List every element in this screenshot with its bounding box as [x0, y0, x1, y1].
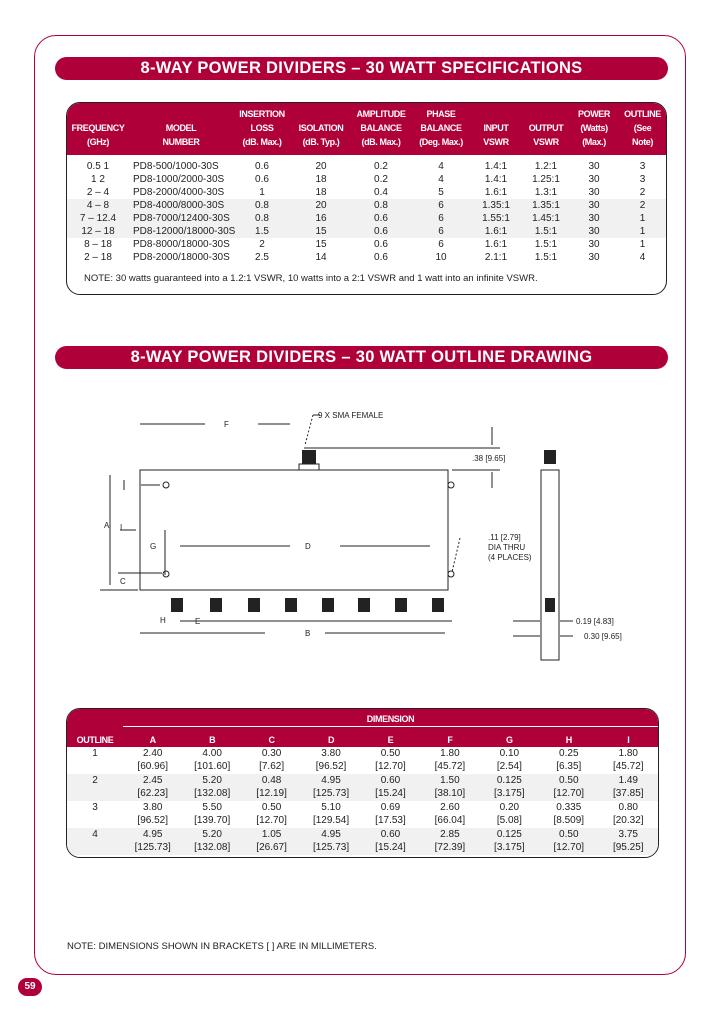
- table-cell: 2: [259, 239, 265, 250]
- dimension-inches: 2.40: [142, 747, 163, 759]
- table-cell: 1.35:1: [521, 199, 571, 212]
- dimension-mm: [62.23]: [123, 787, 182, 801]
- dimension-inches: 4.00: [202, 747, 222, 759]
- dimension-mm: [3.175]: [480, 841, 539, 855]
- column-header: (dB. Max.): [233, 135, 291, 155]
- dimension-mm: [96.52]: [137, 815, 169, 826]
- dimension-column-header: G: [480, 727, 539, 747]
- table-row: [67, 828, 658, 842]
- dimension-inches: 0.25: [559, 747, 579, 759]
- dimension-mm: [5.08]: [496, 815, 522, 826]
- column-header: OUTPUT: [521, 121, 571, 135]
- dimension-inches: 2.45: [123, 774, 182, 788]
- table-cell: 1.35:1: [471, 199, 521, 212]
- drawing-title: 8-WAY POWER DIVIDERS – 30 WATT OUTLINE DRAWING: [55, 346, 668, 369]
- sma-connector-output: [432, 598, 444, 612]
- dimension-mm: [15.24]: [361, 787, 420, 801]
- table-cell: 1.6:1: [484, 187, 508, 198]
- dimension-mm: [38.10]: [420, 787, 479, 801]
- table-cell: 1.3:1: [534, 187, 558, 198]
- dimension-column-header: H: [539, 727, 598, 747]
- spec-note: NOTE: 30 watts guaranteed into a 1.2:1 VSWR, 10 watts into a 2:1 VSWR and 1 watt into an infinite VSWR.: [84, 273, 538, 284]
- footer-note: NOTE: DIMENSIONS SHOWN IN BRACKETS [ ] ARE IN MILLIMETERS.: [67, 941, 377, 952]
- outline-number: 1: [92, 747, 98, 759]
- table-cell: PD8-500/1000-30S: [133, 161, 219, 172]
- dimension-inches: 0.50: [539, 828, 598, 842]
- table-cell: 30: [571, 212, 617, 225]
- dimension-inches: 0.20: [499, 801, 520, 813]
- dimension-column-header: A: [123, 727, 182, 747]
- dimension-column-header: C: [242, 727, 301, 747]
- dimension-inches: 1.49: [599, 774, 659, 788]
- table-cell: 1.5:1: [534, 239, 558, 250]
- table-cell: 1.5:1: [521, 225, 571, 238]
- dimension-table-body: [67, 747, 658, 855]
- table-cell: 18: [315, 187, 327, 198]
- table-cell: 3: [639, 174, 646, 185]
- column-header: MODEL: [129, 121, 233, 135]
- table-cell: 30: [588, 174, 600, 185]
- dim-D: D: [305, 542, 311, 551]
- dimension-mm: [3.175]: [480, 787, 539, 801]
- dimension-mm: [8.509]: [553, 815, 585, 826]
- sma-connector-output: [248, 598, 260, 612]
- column-header: POWER: [571, 103, 617, 121]
- dim-H: H: [160, 616, 166, 625]
- sma-connector-output: [395, 598, 407, 612]
- table-cell: 6: [438, 239, 444, 250]
- column-header: (GHz): [67, 135, 129, 155]
- dimension-inches: 4.95: [301, 828, 360, 842]
- column-header: LOSS: [233, 121, 291, 135]
- table-cell: 1: [617, 225, 667, 238]
- dimension-inches: 0.50: [539, 774, 598, 788]
- dimension-inches: 1.80: [618, 747, 638, 759]
- dimension-mm: [37.85]: [599, 787, 659, 801]
- dimension-inches: 0.30: [261, 747, 282, 759]
- dimension-mm: [15.24]: [361, 841, 420, 855]
- sma-connector-output: [358, 598, 370, 612]
- table-row-mm: [67, 787, 658, 801]
- table-cell: 15: [315, 239, 327, 250]
- hole-label-2: DIA THRU: [488, 543, 526, 552]
- column-header: FREQUENCY: [67, 121, 129, 135]
- column-header: INPUT: [471, 121, 521, 135]
- column-header: BALANCE: [351, 121, 411, 135]
- column-header: VSWR: [471, 135, 521, 155]
- dimension-mm: [101.60]: [194, 761, 231, 772]
- dimension-inches: 2.85: [420, 828, 479, 842]
- table-cell: 1: [617, 212, 667, 225]
- column-header: (Deg. Max.): [411, 135, 471, 155]
- table-cell: 0.2: [374, 161, 388, 172]
- side-label-1: 0.19 [4.83]: [576, 617, 614, 626]
- dimension-group-header: DIMENSION: [123, 709, 658, 727]
- dimension-inches: 0.50: [261, 801, 282, 813]
- table-cell: 12 – 18: [67, 225, 129, 238]
- table-cell: 0.4: [374, 187, 388, 198]
- dimension-inches: 4.95: [123, 828, 182, 842]
- table-cell: 2: [617, 199, 667, 212]
- table-cell: 20: [291, 199, 351, 212]
- page-number: 59: [18, 978, 42, 996]
- dimension-mm: [95.25]: [599, 841, 659, 855]
- table-cell: 2.1:1: [484, 252, 508, 263]
- column-header: (Max.): [571, 135, 617, 155]
- table-cell: 1.5:1: [534, 252, 558, 263]
- dimension-inches: 5.10: [321, 801, 341, 813]
- dimension-inches: 1.05: [242, 828, 301, 842]
- dim-B: B: [305, 629, 311, 638]
- sma-connector-side: [544, 450, 556, 464]
- table-cell: 30: [588, 161, 600, 172]
- column-header: VSWR: [521, 135, 571, 155]
- dimension-mm: [125.73]: [301, 787, 360, 801]
- dim-C: C: [120, 577, 126, 586]
- dimension-column-header: B: [182, 727, 241, 747]
- sma-connectors: [171, 450, 556, 612]
- table-cell: 2 – 18: [84, 252, 112, 263]
- dimension-mm: [12.70]: [375, 761, 406, 772]
- column-header: NUMBER: [129, 135, 233, 155]
- table-cell: 30: [571, 225, 617, 238]
- table-cell: PD8-1000/2000-30S: [133, 174, 225, 185]
- dimension-inches: 4.95: [301, 774, 360, 788]
- table-cell: 14: [315, 252, 327, 263]
- dimension-mm: [45.72]: [612, 761, 644, 772]
- dimension-inches: 0.69: [380, 801, 401, 813]
- column-header: OUTLINE: [617, 103, 667, 121]
- table-cell: PD8-7000/12400-30S: [129, 212, 233, 225]
- header-row: [67, 709, 658, 727]
- dimension-column-header: E: [361, 727, 420, 747]
- dimension-mm: [66.04]: [434, 815, 466, 826]
- dim-F: F: [224, 420, 229, 429]
- dimension-inches: 0.10: [499, 747, 520, 759]
- table-row: [67, 774, 658, 788]
- connector-label: 9 X SMA FEMALE: [318, 411, 384, 420]
- dimension-mm: [132.08]: [182, 787, 241, 801]
- sma-connector-output: [171, 598, 183, 612]
- dimension-inches: 3.80: [142, 801, 163, 813]
- outline-number: 3: [92, 801, 98, 813]
- blank-header: [67, 709, 123, 727]
- dimension-inches: 0.335: [556, 801, 582, 813]
- table-cell: 2 – 4: [86, 187, 110, 198]
- sma-connector-output: [285, 598, 297, 612]
- table-cell: 0.6: [374, 239, 388, 250]
- table-cell: 2.5: [255, 252, 269, 263]
- table-cell: 0.5 1: [86, 161, 110, 172]
- dimension-inches: 0.60: [361, 774, 420, 788]
- dimension-inches: 0.48: [242, 774, 301, 788]
- dimension-mm: [12.70]: [539, 841, 598, 855]
- dimension-mm: [129.54]: [312, 815, 350, 826]
- table-cell: 1.25:1: [532, 174, 560, 185]
- column-header: (dB. Typ.): [291, 135, 351, 155]
- table-cell: 6: [411, 199, 471, 212]
- table-cell: 7 – 12.4: [67, 212, 129, 225]
- dimension-mm: [17.53]: [375, 815, 406, 826]
- table-cell: 4: [639, 252, 646, 263]
- dimension-mm: [26.67]: [242, 841, 301, 855]
- table-cell: 1.4:1: [484, 174, 508, 185]
- dimension-mm: [132.08]: [182, 841, 241, 855]
- table-cell: 1.5: [233, 225, 291, 238]
- dimension-mm: [60.96]: [137, 761, 169, 772]
- divider-body-front: [140, 470, 448, 590]
- dimension-inches: 0.125: [480, 774, 539, 788]
- table-cell: 5: [438, 187, 444, 198]
- sma-connector-output: [322, 598, 334, 612]
- column-header: INSERTION: [233, 103, 291, 121]
- dimension-inches: 5.20: [182, 774, 241, 788]
- dimension-inches: 5.50: [202, 801, 222, 813]
- column-header: (dB. Max.): [351, 135, 411, 155]
- table-cell: 6: [411, 225, 471, 238]
- dimension-mm: [125.73]: [123, 841, 182, 855]
- table-cell: 0.6: [374, 252, 388, 263]
- table-cell: 20: [315, 161, 327, 172]
- table-cell: 1.2:1: [534, 161, 558, 172]
- table-cell: 15: [291, 225, 351, 238]
- dimension-inches: 0.125: [480, 828, 539, 842]
- column-header: (Watts): [571, 121, 617, 135]
- table-cell: 6: [411, 212, 471, 225]
- table-cell: 1: [259, 187, 265, 198]
- sma-connector-input: [302, 450, 316, 464]
- dimension-mm: [72.39]: [420, 841, 479, 855]
- dimension-inches: 3.75: [599, 828, 659, 842]
- table-cell: 18: [315, 174, 327, 185]
- table-row-mm: [67, 760, 658, 774]
- spec-title: 8-WAY POWER DIVIDERS – 30 WATT SPECIFICATIONS: [55, 57, 668, 80]
- table-cell: 1.45:1: [521, 212, 571, 225]
- table-cell: 4: [438, 161, 444, 172]
- table-row: [67, 801, 658, 815]
- column-header: (See: [617, 121, 667, 135]
- dim-E: E: [195, 617, 201, 626]
- dimension-mm: [2.54]: [496, 761, 522, 772]
- dimension-table-box: [66, 708, 659, 858]
- table-cell: 0.8: [233, 212, 291, 225]
- table-cell: 0.8: [351, 199, 411, 212]
- divider-body-side: [541, 470, 559, 660]
- table-cell: 1 2: [91, 174, 105, 185]
- dimension-inches: 0.50: [380, 747, 401, 759]
- table-cell: 30: [588, 187, 600, 198]
- dimension-mm: [7.62]: [259, 761, 285, 772]
- outline-header: OUTLINE: [67, 727, 123, 747]
- column-header: BALANCE: [411, 121, 471, 135]
- dimension-mm: [12.70]: [539, 787, 598, 801]
- dimension-mm: [125.73]: [301, 841, 360, 855]
- table-cell: 30: [571, 199, 617, 212]
- table-cell: 1.6:1: [484, 239, 508, 250]
- dimension-mm: [12.19]: [242, 787, 301, 801]
- table-cell: 0.6: [255, 161, 269, 172]
- table-cell: PD8-8000/18000-30S: [133, 239, 230, 250]
- table-row: [67, 747, 658, 761]
- dimension-mm: [45.72]: [434, 761, 466, 772]
- side-label-2: 0.30 [9.65]: [584, 632, 622, 641]
- column-header: Note): [617, 135, 667, 155]
- table-cell: 4 – 8: [67, 199, 129, 212]
- hole-label-3: (4 PLACES): [488, 553, 532, 562]
- dimension-inches: 5.20: [182, 828, 241, 842]
- table-cell: 0.6: [351, 212, 411, 225]
- sma-connector-output: [210, 598, 222, 612]
- table-cell: 10: [435, 252, 447, 263]
- dim-I: I: [120, 523, 123, 532]
- column-header: PHASE: [411, 103, 471, 121]
- table-cell: 4: [438, 174, 444, 185]
- dim-A: A: [104, 521, 110, 530]
- table-cell: 0.8: [233, 199, 291, 212]
- dimension-table: [67, 709, 658, 855]
- table-cell: 2: [639, 187, 646, 198]
- dimension-mm: [139.70]: [194, 815, 231, 826]
- dimension-mm: [12.70]: [256, 815, 287, 826]
- outline-number: 2: [67, 774, 123, 801]
- dim-G: G: [150, 542, 157, 551]
- height-label: .38 [9.65]: [472, 454, 506, 463]
- column-header: ISOLATION: [291, 121, 351, 135]
- dimension-mm: [20.32]: [612, 815, 644, 826]
- table-cell: PD8-2000/18000-30S: [133, 252, 230, 263]
- table-cell: 0.6: [351, 225, 411, 238]
- table-cell: PD8-12000/18000-30S: [129, 225, 233, 238]
- table-cell: 1.4:1: [484, 161, 508, 172]
- dimension-table-header: [67, 709, 658, 747]
- dimension-inches: 0.80: [618, 801, 638, 813]
- hole-label-1: .11 [2.79]: [488, 533, 521, 542]
- table-cell: 30: [588, 239, 600, 250]
- dimension-column-header: I: [599, 727, 659, 747]
- table-row-mm: [67, 841, 658, 855]
- dimension-inches: 0.60: [361, 828, 420, 842]
- table-cell: PD8-4000/8000-30S: [129, 199, 233, 212]
- table-row-mm: [67, 814, 658, 828]
- dimension-mm: [96.52]: [315, 761, 347, 772]
- table-cell: 1: [639, 239, 646, 250]
- table-cell: 30: [588, 252, 600, 263]
- table-cell: 3: [639, 161, 646, 172]
- header-row: [67, 727, 658, 747]
- dimension-column-header: F: [420, 727, 479, 747]
- dimension-inches: 1.50: [420, 774, 479, 788]
- dimension-inches: 1.80: [440, 747, 460, 759]
- table-cell: 16: [291, 212, 351, 225]
- dimension-inches: 3.80: [321, 747, 341, 759]
- table-cell: 1.55:1: [471, 212, 521, 225]
- dimension-inches: 2.60: [440, 801, 460, 813]
- column-header: AMPLITUDE: [351, 103, 411, 121]
- table-cell: 8 – 18: [84, 239, 112, 250]
- outline-number: 4: [67, 828, 123, 855]
- dimension-mm: [6.35]: [556, 761, 582, 772]
- table-cell: 1.6:1: [471, 225, 521, 238]
- table-cell: 0.6: [255, 174, 269, 185]
- table-cell: PD8-2000/4000-30S: [133, 187, 225, 198]
- dimension-column-header: D: [301, 727, 360, 747]
- table-cell: 0.2: [374, 174, 388, 185]
